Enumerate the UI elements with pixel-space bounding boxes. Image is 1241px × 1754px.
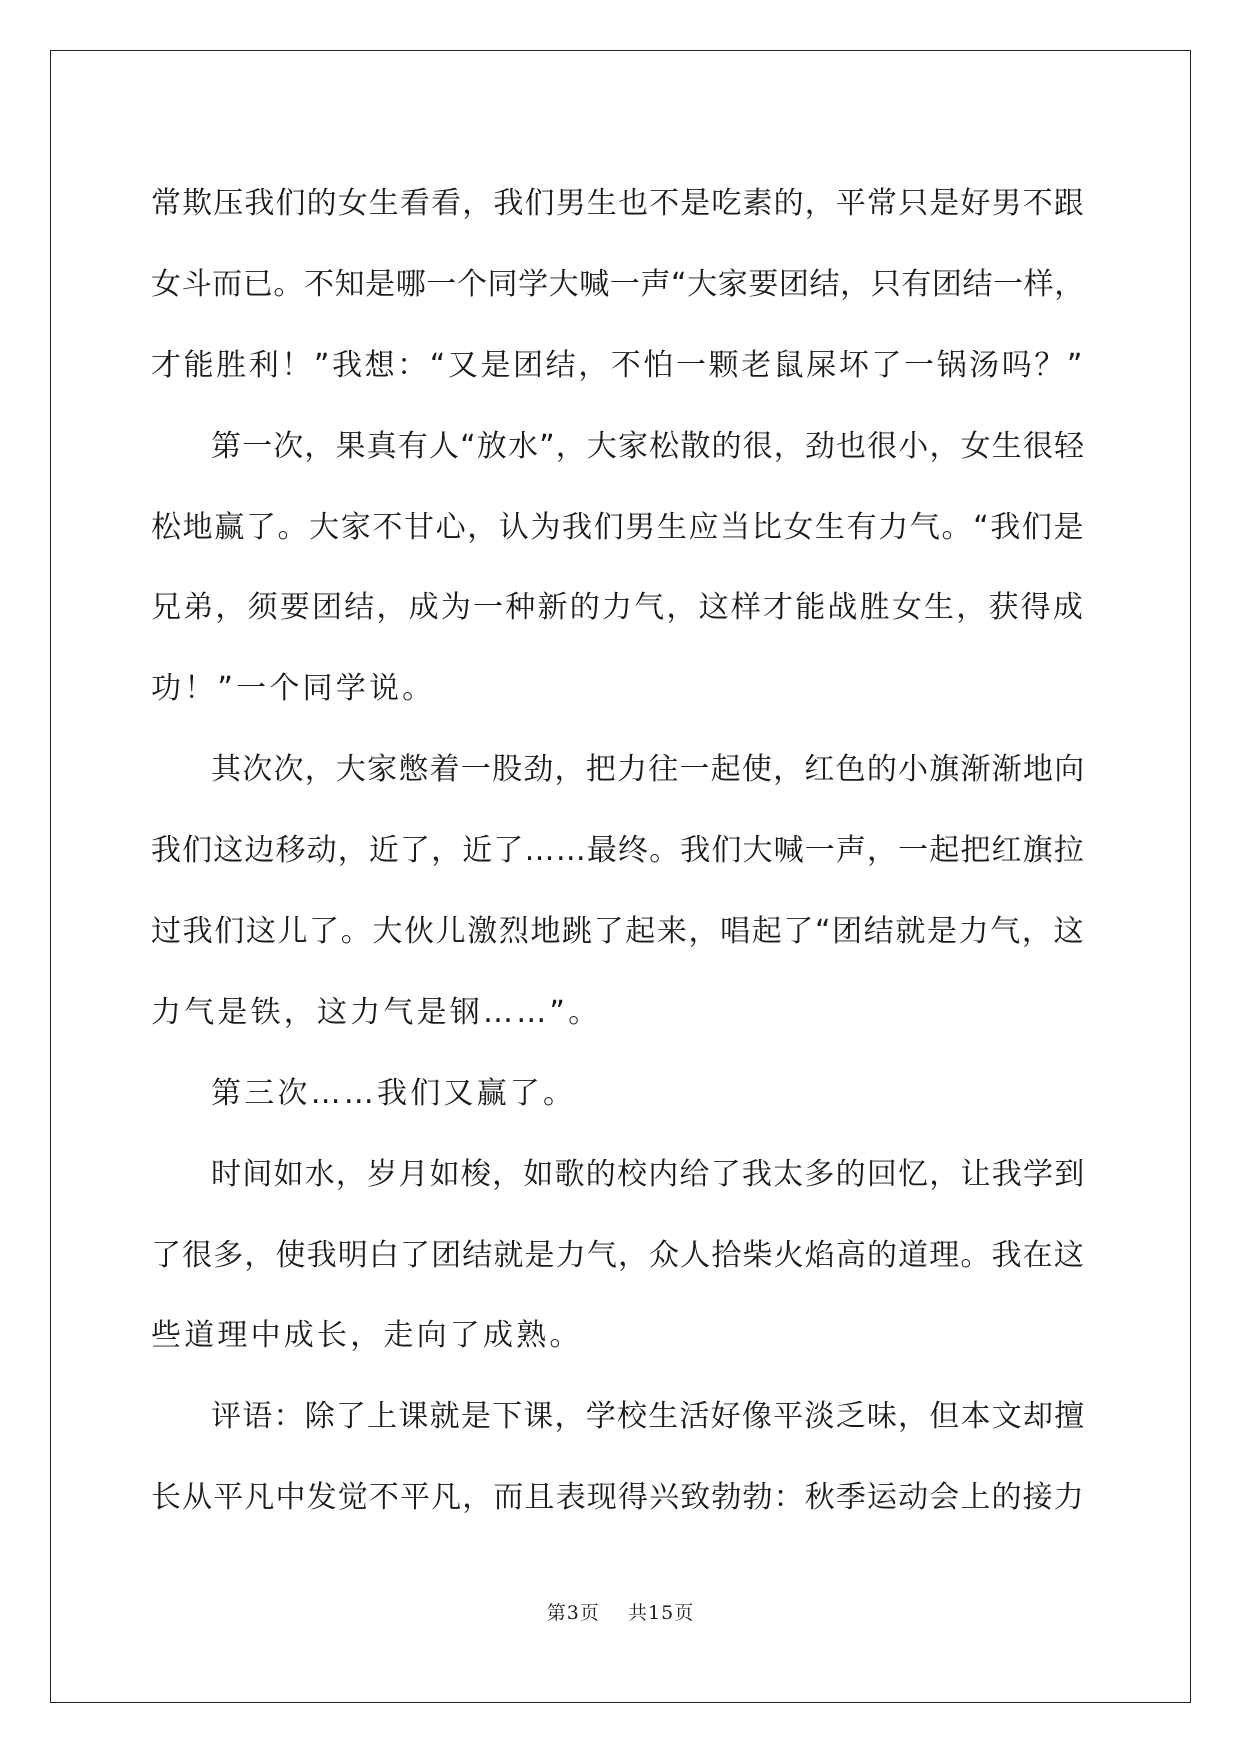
text-line: 过我们这儿了。大伙儿激烈地跳了起来，唱起了“团结就是力气，这 bbox=[151, 914, 1086, 950]
text-line: 其次次，大家憋着一股劲，把力往一起使，红色的小旗渐渐地向 bbox=[211, 752, 1086, 788]
text-line: 些道理中成长，走向了成熟。 bbox=[151, 1318, 583, 1354]
text-line: 评语：除了上课就是下课，学校生活好像平淡乏味，但本文却擅 bbox=[211, 1399, 1086, 1435]
document-body bbox=[151, 164, 1091, 1539]
text-line: 兄弟，须要团结，成为一种新的力气，这样才能战胜女生，获得成 bbox=[151, 590, 1086, 626]
page-footer bbox=[0, 1598, 1241, 1625]
text-line: 松地赢了。大家不甘心，认为我们男生应当比女生有力气。“我们是 bbox=[151, 509, 1086, 545]
page-number: 第3页 bbox=[546, 1602, 600, 1624]
text-line: 时间如水，岁月如梭，如歌的校内给了我太多的回忆，让我学到 bbox=[211, 1156, 1086, 1192]
text-line: 我们这边移动，近了，近了……最终。我们大喊一声，一起把红旗拉 bbox=[151, 833, 1085, 869]
text-line: 女斗而已。不知是哪一个同学大喊一声“大家要团结，只有团结一样， bbox=[151, 266, 1085, 302]
text-line: 常欺压我们的女生看看，我们男生也不是吃素的，平常只是好男不跟 bbox=[151, 186, 1085, 221]
text-line: 功！”一个同学说。 bbox=[151, 671, 436, 707]
text-line: 才能胜利！”我想：“又是团结，不怕一颗老鼠屎坏了一锅汤吗？” bbox=[151, 347, 1086, 383]
text-line: 长从平凡中发觉不平凡，而且表现得兴致勃勃：秋季运动会上的接力 bbox=[151, 1480, 1085, 1516]
text-line: 力气是铁，这力气是钢……”。 bbox=[151, 994, 602, 1030]
text-line: 第一次，果真有人“放水”，大家松散的很，劲也很小，女生很轻 bbox=[211, 428, 1086, 464]
page-total: 共15页 bbox=[628, 1602, 695, 1624]
text-line: 了很多，使我明白了团结就是力气，众人拾柴火焰高的道理。我在这 bbox=[151, 1237, 1085, 1273]
text-line: 第三次……我们又赢了。 bbox=[211, 1075, 577, 1111]
